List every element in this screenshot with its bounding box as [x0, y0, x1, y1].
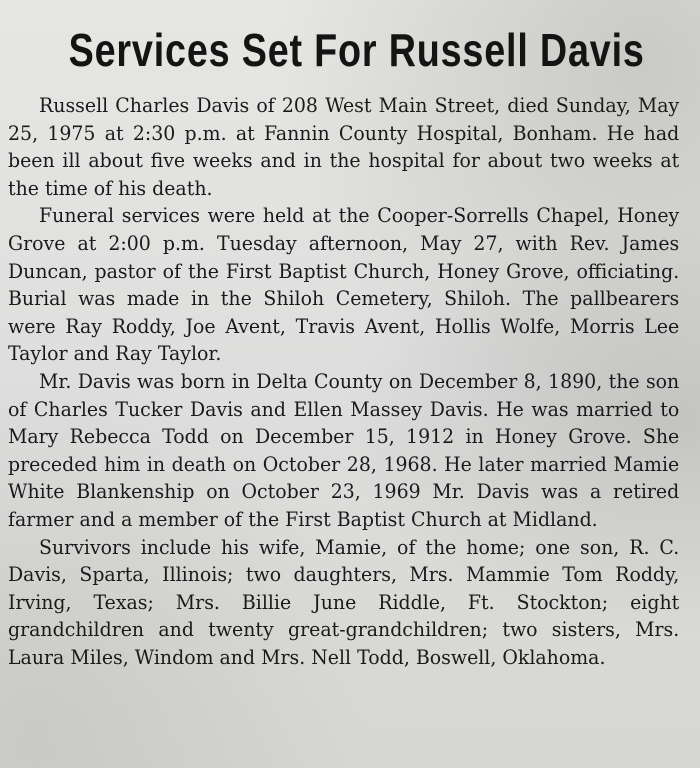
paragraph-funeral-services: Funeral services were held at the Cooper-Sorrells Chapel, Honey Grove at 2:00 p.m. Tuesday afternoon, May 27, with Rev. James Duncan, pastor of the First Baptist Church, Honey Grove, officiating. Burial was made in the Shiloh Cemetery, Shiloh. The pallbearers were Ray Roddy, Joe Avent, Travis Avent, Hollis Wolfe, Morris Lee Taylor and Ray Taylor.: [8, 204, 680, 366]
paragraph-death-notice: Russell Charles Davis of 208 West Main Street, died Sunday, May 25, 1975 at 2:30 p.m. at Fannin County Hospital, Bonham. He had been ill about five weeks and in the hospital for about two weeks at the time of his death.: [8, 94, 680, 200]
article-headline: Services Set For Russell Davis: [68, 24, 645, 76]
paragraph-biography: Mr. Davis was born in Delta County on December 8, 1890, the son of Charles Tucker Davis and Ellen Massey Davis. He was married to Mary Rebecca Todd on December 15, 1912 in Honey Grove. She preceded him in death on October 28, 1968. He later married Mamie White Blankenship on October 23, 1969 Mr. Davis was a retired farmer and a member of the First Baptist Church at Midland.: [8, 369, 680, 531]
paragraph-survivors: Survivors include his wife, Mamie, of the home; one son, R. C. Davis, Sparta, Illinois; two daughters, Mrs. Mammie Tom Roddy, Irving, Texas; Mrs. Billie June Riddle, Ft. Stockton; eight grandchildren and twenty great-grandchildren; two sisters, Mrs. Laura Miles, Windom and Mrs. Nell Todd, Boswell, Oklahoma.: [8, 535, 680, 669]
article-body: [8, 92, 682, 671]
